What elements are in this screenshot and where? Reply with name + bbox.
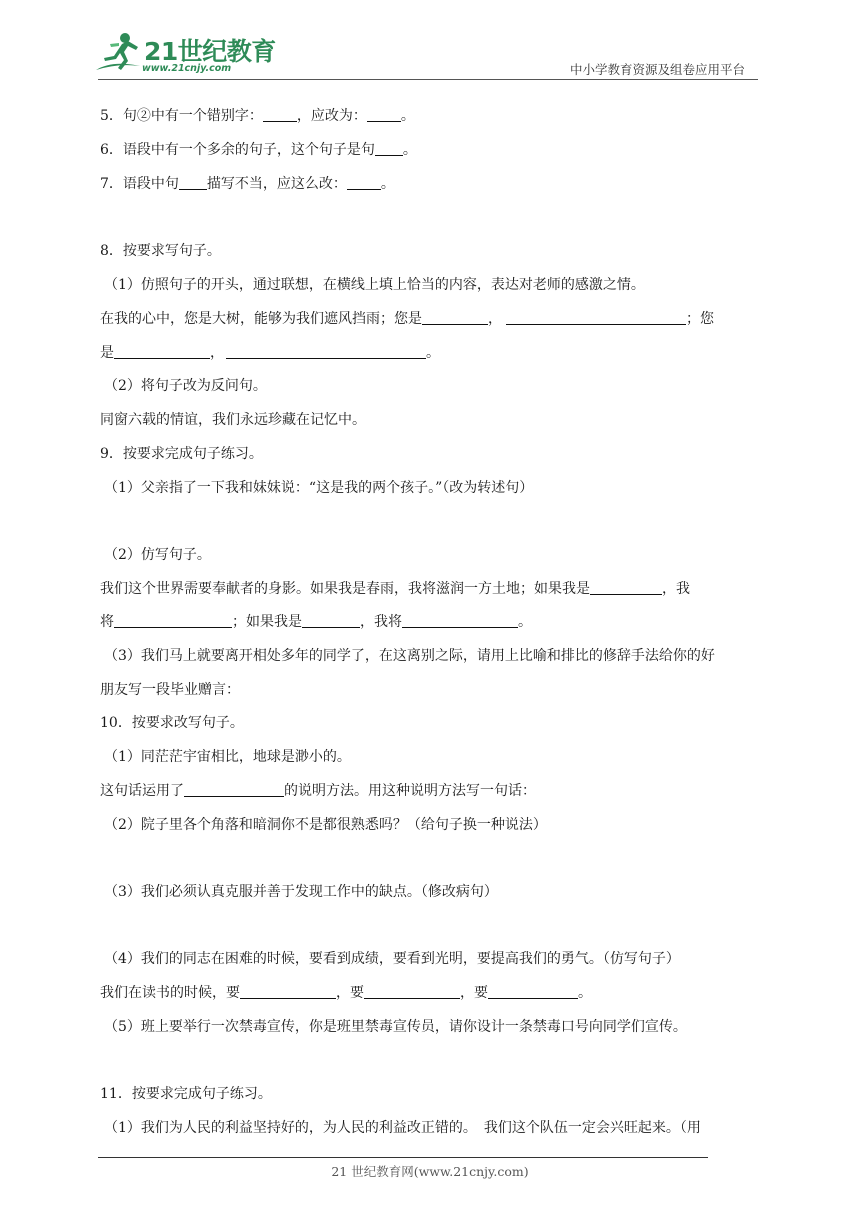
question-text: 我们这个世界需要奉献者的身影。如果我是春雨，我将滋润一方土地；如果我是	[100, 581, 590, 597]
question-5	[100, 106, 415, 126]
question-9-heading: 9．按要求完成句子练习。	[100, 446, 263, 462]
question-text: 。	[402, 142, 417, 158]
question-text: ；您	[686, 311, 714, 327]
question-text: ，	[488, 311, 502, 327]
answer-blank[interactable]	[590, 580, 662, 595]
question-9-2: （2）仿写句子。	[104, 547, 211, 563]
answer-blank[interactable]	[367, 107, 401, 122]
question-9-3: （3）我们马上就要离开相处多年的同学了，在这离别之际，请用上比喻和排比的修辞手法给你的好	[104, 648, 715, 664]
page-footer[interactable]: 21 世纪教育网(www.21cnjy.com)	[331, 1164, 529, 1179]
answer-blank[interactable]	[506, 310, 686, 325]
question-11-1: （1）我们为人民的利益坚持好的，为人民的利益改正错的。 我们这个队伍一定会兴旺起来。（用	[104, 1120, 701, 1136]
question-10-4-sentence	[100, 983, 592, 1003]
answer-blank[interactable]	[302, 613, 360, 628]
question-text: 5．句②中有一个错别字：	[100, 108, 263, 124]
question-10-3: （3）我们必须认真克服并善于发现工作中的缺点。（修改病句）	[104, 884, 498, 900]
question-10-heading: 10．按要求改写句子。	[100, 715, 244, 731]
answer-blank[interactable]	[488, 984, 578, 999]
question-10-1: （1）同茫茫宇宙相比，地球是渺小的。	[104, 749, 351, 765]
question-11-heading: 11．按要求完成句子练习。	[100, 1086, 272, 1102]
question-7	[100, 174, 395, 194]
answer-blank[interactable]	[114, 613, 232, 628]
question-text: 6．语段中有一个多余的句子，这个句子是句	[100, 142, 375, 158]
answer-blank[interactable]	[422, 310, 488, 325]
answer-blank[interactable]	[179, 175, 207, 190]
question-text: ，我将	[360, 614, 402, 630]
logo-title: 21世纪教育	[144, 37, 276, 66]
question-text: 将	[100, 614, 114, 630]
question-text: 7．语段中句	[100, 176, 179, 192]
logo-url: www.21cnjy.com	[142, 63, 232, 74]
question-8-heading: 8．按要求写句子。	[100, 243, 221, 259]
question-9-2-sentence	[100, 579, 690, 599]
question-10-4: （4）我们的同志在困难的时候，要看到成绩，要看到光明，要提高我们的勇气。（仿写句子）	[104, 951, 680, 967]
question-8-1: （1）仿照句子的开头，通过联想，在横线上填上恰当的内容，表达对老师的感激之情。	[104, 277, 645, 293]
question-text: ，要	[460, 985, 488, 1001]
question-text: ，要	[336, 985, 364, 1001]
question-8-2: （2）将句子改为反问句。	[104, 378, 267, 394]
question-text: 。	[578, 985, 592, 1001]
question-10-2: （2）院子里各个角落和暗洞你不是都很熟悉吗？（给句子换一种说法）	[104, 817, 547, 833]
question-text: 的说明方法。用这种说明方法写一句话：	[284, 783, 536, 799]
runner-logo-icon	[92, 30, 144, 76]
question-text: 这句话运用了	[100, 783, 184, 799]
page-header	[0, 0, 860, 80]
answer-blank[interactable]	[114, 344, 210, 359]
answer-blank[interactable]	[375, 141, 403, 156]
question-text: 在我的心中，您是大树，能够为我们遮风挡雨；您是	[100, 311, 422, 327]
answer-blank[interactable]	[240, 984, 336, 999]
question-text: 是	[100, 345, 114, 361]
question-text: ；如果我是	[232, 614, 302, 630]
question-text: 描写不当，应这么改：	[206, 176, 347, 192]
footer-divider	[98, 1157, 708, 1158]
question-text: 。	[518, 614, 532, 630]
answer-blank[interactable]	[226, 344, 426, 359]
question-text: ，	[210, 345, 224, 361]
answer-blank[interactable]	[184, 782, 284, 797]
question-text: ，应改为：	[296, 108, 367, 124]
question-9-2-sentence-cont	[100, 612, 532, 632]
question-text: ，我	[662, 581, 690, 597]
question-text: 。	[400, 108, 415, 124]
question-8-1-sentence	[100, 309, 714, 329]
question-9-1: （1）父亲指了一下我和妹妹说：“这是我的两个孩子。”（改为转述句）	[104, 480, 534, 496]
platform-tagline: 中小学教育资源及组卷应用平台	[570, 62, 746, 77]
answer-blank[interactable]	[364, 984, 460, 999]
question-10-1-sentence	[100, 781, 536, 801]
question-8-1-sentence-cont	[100, 343, 440, 363]
site-logo[interactable]	[92, 30, 276, 78]
question-6	[100, 140, 417, 160]
question-text: 我们在读书的时候，要	[100, 985, 240, 1001]
answer-blank[interactable]	[263, 107, 297, 122]
question-10-5: （5）班上要举行一次禁毒宣传，你是班里禁毒宣传员，请你设计一条禁毒口号向同学们宣传。	[104, 1019, 687, 1035]
question-text: 。	[426, 345, 440, 361]
question-9-3-cont: 朋友写一段毕业赠言：	[100, 682, 240, 698]
question-text: 。	[380, 176, 395, 192]
question-8-2-sentence: 同窗六载的情谊，我们永远珍藏在记忆中。	[100, 412, 366, 428]
header-divider	[98, 79, 758, 80]
answer-blank[interactable]	[402, 613, 518, 628]
answer-blank[interactable]	[347, 175, 381, 190]
